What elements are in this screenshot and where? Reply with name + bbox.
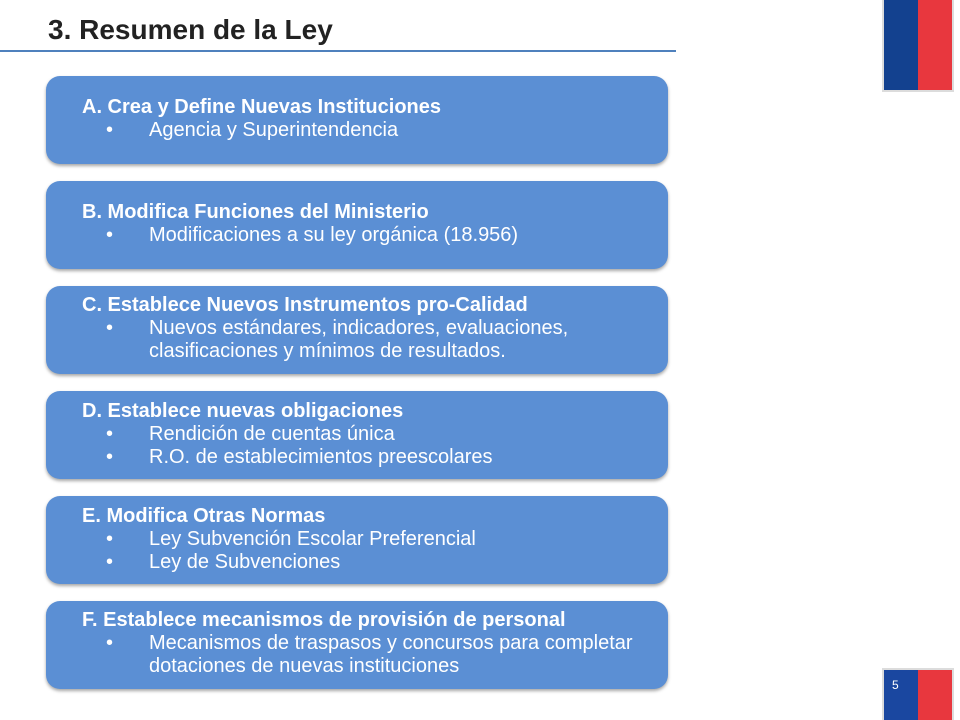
summary-item-e — [46, 496, 668, 584]
bullet-item — [82, 317, 654, 363]
bullet-list — [82, 528, 654, 574]
flag-blue-stripe — [884, 0, 918, 90]
bullet-list — [82, 632, 654, 678]
flag-emblem-bottom — [884, 670, 952, 720]
bullet-text: Modificaciones a su ley orgánica (18.956) — [149, 224, 519, 246]
summary-item-d — [46, 391, 668, 479]
item-heading: C. Establece Nuevos Instrumentos pro-Calidad — [82, 294, 528, 316]
bullet-text: Ley Subvención Escolar Preferencial — [149, 528, 476, 550]
bullet-list — [82, 119, 654, 142]
page-number: 5 — [892, 678, 899, 692]
bullet-item — [82, 528, 654, 551]
bullet-item — [82, 423, 654, 446]
bullet-list — [82, 317, 654, 363]
summary-item-f — [46, 601, 668, 689]
bullet-item — [82, 632, 654, 678]
item-heading: A. Crea y Define Nuevas Instituciones — [82, 96, 442, 118]
bullet-text: Mecanismos de traspasos y concursos para completar dotaciones de nuevas instituciones — [149, 632, 633, 677]
bullet-item — [82, 551, 654, 574]
item-heading: F. Establece mecanismos de provisión de personal — [82, 609, 566, 631]
summary-item-b — [46, 181, 668, 269]
bullet-text: Rendición de cuentas única — [149, 423, 395, 445]
flag-blue-stripe — [884, 670, 918, 720]
bullet-item — [82, 119, 654, 142]
item-heading: B. Modifica Funciones del Ministerio — [82, 201, 429, 223]
bullet-item — [82, 224, 654, 247]
bullet-icon: • — [106, 423, 114, 445]
bullet-item — [82, 446, 654, 469]
bullet-icon: • — [106, 446, 114, 468]
bullet-icon: • — [106, 551, 114, 573]
bullet-list — [82, 423, 654, 469]
bullet-text: Ley de Subvenciones — [149, 551, 341, 573]
item-heading: E. Modifica Otras Normas — [82, 505, 326, 527]
item-heading: D. Establece nuevas obligaciones — [82, 400, 404, 422]
bullet-icon: • — [106, 119, 114, 141]
bullet-text: R.O. de establecimientos preescolares — [149, 446, 493, 468]
bullet-list — [82, 224, 654, 247]
bullet-icon: • — [106, 632, 114, 654]
summary-list — [46, 76, 668, 706]
slide-title: 3. Resumen de la Ley — [48, 14, 333, 45]
bullet-icon: • — [106, 528, 114, 550]
flag-red-stripe — [918, 0, 952, 90]
bullet-text: Nuevos estándares, indicadores, evaluaciones, clasificaciones y mínimos de resultados. — [149, 317, 569, 362]
bullet-text: Agencia y Superintendencia — [149, 119, 399, 141]
flag-red-stripe — [918, 670, 952, 720]
summary-item-c — [46, 286, 668, 374]
flag-emblem-top — [884, 0, 952, 90]
bullet-icon: • — [106, 224, 114, 246]
title-underline — [0, 50, 676, 52]
summary-item-a — [46, 76, 668, 164]
bullet-icon: • — [106, 317, 114, 339]
